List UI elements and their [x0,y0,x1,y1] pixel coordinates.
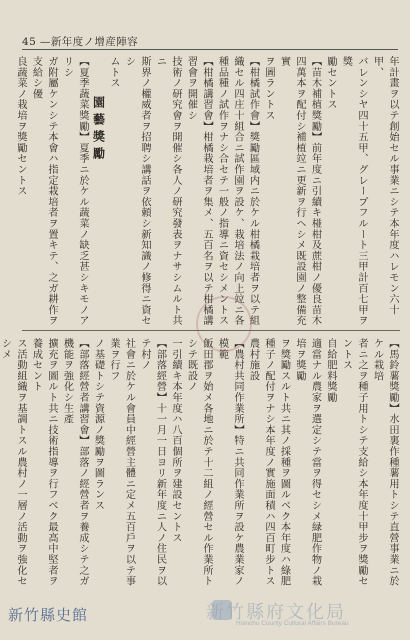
page-title: —新年度ノ增産陣容 [39,36,139,48]
page-header [22,34,398,48]
text-column: ムトス [108,56,119,89]
text-column: 【柑橘試作會】獎勵區域内ニ於ケル柑橘栽培者ヲ以テ組 [247,56,259,326]
text-column: 【農村共同作業所】特ニ共同作業所ヲ設ケ農業家ノ模範 [216,338,243,587]
text-column: バレンシヤ四十五甲、グレープフルート三甲計百七甲ヲ獎 [340,56,367,326]
text-column: 織セル四庄十組合ニ試作園ヲ設ケ、栽培法ノ向上竝ニ各 [232,56,243,326]
text-column: 一引續キ本年度ハ八百個所ヲ建設セントス [170,338,181,544]
watermark-subtitle: Hsinchu County Cultural Affairs Bureau [236,620,349,627]
text-column: ヲ圖ラントス [263,56,274,121]
text-column: 社會ニ於ケル會員中經營主體ニ定メ五百戶ヲ以テ事業ヲ行フ [108,338,135,587]
text-column: 【苗木補植獎勵】前年度ニ引續キ椪柑及蔗柑ノ優良苗木 [309,56,321,326]
text-column: 四萬本ヲ配付シ補植竝ニ更新ヲ行ヘシメ既設園ノ整備充實 [278,56,305,326]
text-column: 【部落經營者講習會】部落ノ經營者ヲ養成シテ之ガ機能ヲ強化シ生產 [61,338,88,587]
text-column: 飯田郡ヲ始メ各地ニ於テ十二組ノ經營セル作業所トシテ既設ノ [185,338,212,587]
section-heading: 園藝獎勵 [91,96,106,164]
text-column: 【部落經營】十一月一日ヨリ新年度ニ人ノ住民ヲ以テ村ノ [139,338,166,587]
header-rule [22,49,398,50]
text-column: 【柑橘講習會】柑橘栽培者ヲ集メ、五百名ヲ以テ柑橘講習會ヲ開催シ [185,56,212,326]
tier-divider [22,330,400,331]
text-column: 【馬鈴薯獎勵】水田裏作種薯用トシテ直營事業ニ於ケル栽培 [371,338,398,587]
text-column: ガ附屬ケンシテ本會ハ指定栽培者ヲ置キテ、之ガ耕作ヲ支給シ優 [30,56,57,326]
bottom-text-block [0,338,400,596]
text-column: 適當ナル農家ヲ選定シテ當ヲ得セシメ緑肥作物ノ栽培ヲ獎勵 [294,338,321,587]
text-column: 年計畫ヲ以テ創始セル事業ニシテ本年度ハレモン六十甲、 [371,56,398,316]
top-text-block [15,56,400,326]
text-column: 斯界ノ權威者ヲ招聘シ講話ヲ依頼シ新知識ノ修得ニ資セシ [123,56,150,326]
text-column: 種子ノ配付ヲナシ本年度ノ實施面積ハ四百町步トス [263,338,274,587]
text-column: 擴充ヲ圖ルト共ニ技術指導ヲ行フベク最高中堅者ヲ養成セント [30,338,57,587]
text-column: ヲ獎勵スルト共ニ其ノ採種ヲ圖ルベク本年度ハ綠肥 [278,338,290,587]
text-column: 農村施設 [247,338,259,382]
text-column: ノ基礎トシテ資源ノ獎勵ヲ圖ランス [92,338,104,511]
page-number: 45 [22,36,37,48]
text-column: 良蔬菜ノ栽培ヲ獎勵セントス [15,56,26,197]
text-column: 自給肥料獎勵 [325,338,336,403]
watermark: 新竹縣府文化局 [206,602,346,622]
text-column: 【夏季蔬菜獎勵】夏季ニ於ケル蔬菜ノ缺乏甚シキモノアリシ [61,56,88,326]
archive-stamp: 新竹縣史館 [8,607,89,624]
text-column: 勵セントス [325,56,336,110]
text-column: ス活動組織ヲ基調トスル農村ノ一層ノ活動ヲ強化セシメ [0,338,26,587]
text-column: 技術ノ研究會ヲ開催シ各人ノ研究發表ヲナサシムルト共ニ [154,56,181,326]
text-column: 者ニ之ヲ種子用トシテ支給シ本年度十甲步ヲ獎勵セントス [340,338,367,587]
text-column: 種品種ノ試作ヲナシ合セテ一般ノ指導ニ資セシメントス [216,56,228,326]
